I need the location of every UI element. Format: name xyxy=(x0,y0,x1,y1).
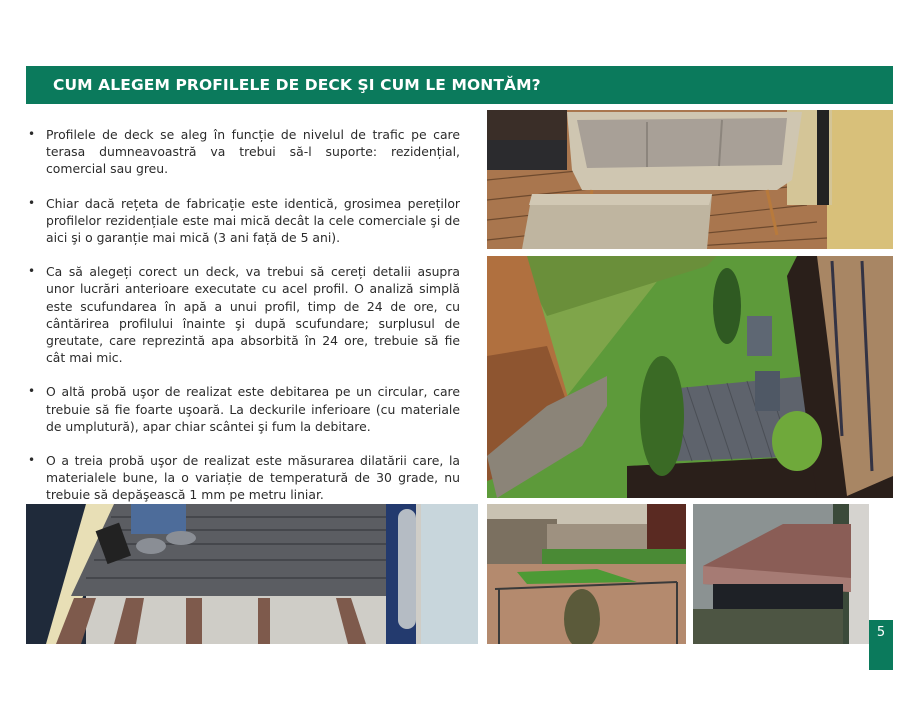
bullet-icon: • xyxy=(28,384,36,399)
page-number-badge xyxy=(869,620,893,670)
bullet-text: O altă probă uşor de realizat este debitarea pe un circular, care trebuie să fie foarte uşoară. La deckurile inferioare (cu materiale de umplutură), apar chiar scântei şi fum la debitare. xyxy=(46,384,460,434)
bullet-item xyxy=(28,263,460,366)
section-header-bar xyxy=(26,66,893,104)
bullet-text: Profilele de deck se aleg în funcție de nivelul de trafic pe care terasa dumneavoastră va trebui să-l suporte: rezidențial, comercial sau greu. xyxy=(46,127,460,177)
photo-deck-installation xyxy=(26,504,478,644)
bullet-icon: • xyxy=(28,127,36,141)
bullet-text: O a treia probă uşor de realizat este măsurarea dilatării care, la materialele bune, la o variație de temperatură de 30 grade, nu trebuie să depăşească 1 mm pe metru liniar. xyxy=(46,453,460,503)
bullet-icon: • xyxy=(28,264,36,279)
page-number: 5 xyxy=(876,625,886,640)
photo-wicker-sofa-deck xyxy=(487,110,893,249)
bullet-item xyxy=(28,383,460,435)
bullet-icon: • xyxy=(28,453,36,468)
bullet-item xyxy=(28,126,460,178)
photo-floating-deck xyxy=(693,504,869,644)
photo-courtyard-railing xyxy=(487,504,686,644)
bullet-text: Ca să alegeți corect un deck, va trebui să cereți detalii asupra unor lucrări anterioare executate cu acel profil. O analiză simplă este scufundarea în apă a unui profil, timp de 24 de ore, cu cântărirea profilului înainte şi după scufundare; surplusul de greutate, care reprezintă apa absorbită în 24 ore, trebuie să fie cât mai mic. xyxy=(46,264,460,366)
bullet-icon: • xyxy=(28,195,36,210)
page-title: CUM ALEGEM PROFILELE DE DECK ŞI CUM LE MONTĂM? xyxy=(53,76,541,94)
bullet-list xyxy=(28,126,460,521)
bullet-item xyxy=(28,195,460,247)
photo-garden-grey-deck xyxy=(487,256,893,498)
bullet-text: Chiar dacă rețeta de fabricație este identică, grosimea pereților profilelor rezidențiale este mai mică decât la cele comerciale şi de aici şi o garanție mai mică (3 ani față de 5 ani). xyxy=(46,195,460,246)
bullet-item xyxy=(28,452,460,504)
